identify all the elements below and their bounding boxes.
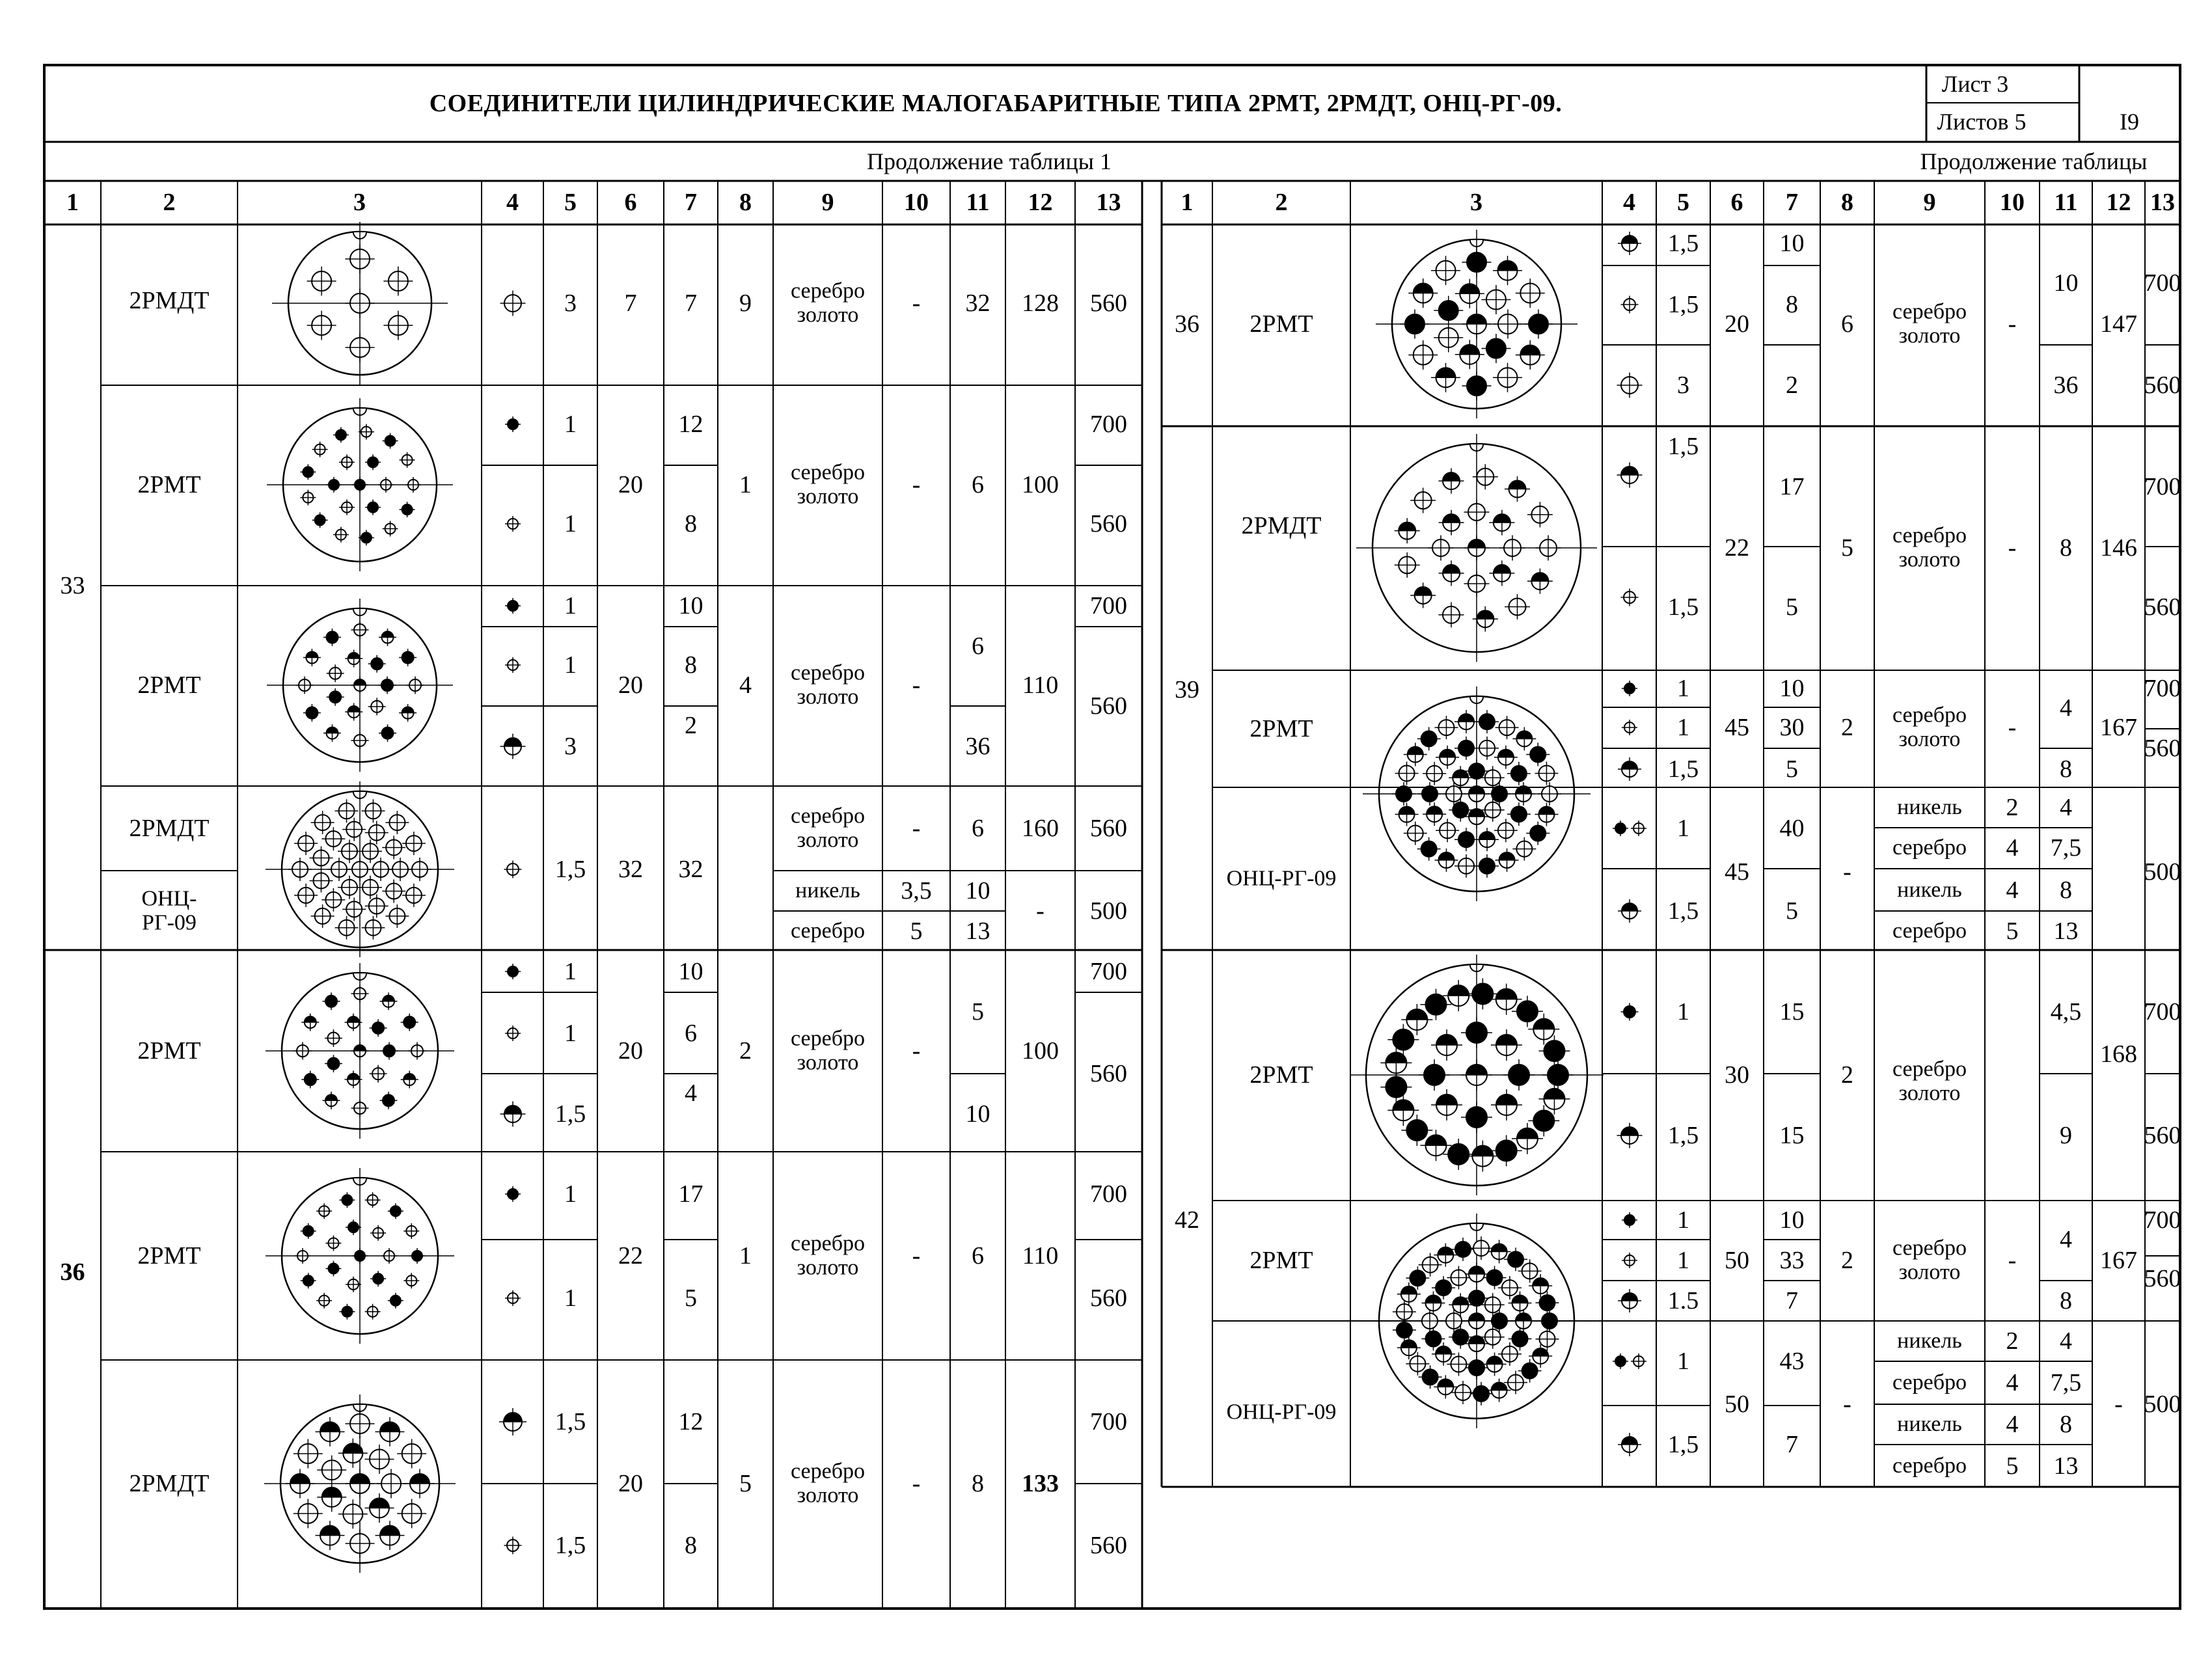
cell-r98: ОНЦ-РГ-09 xyxy=(1226,1400,1337,1424)
cell-r103: 7 xyxy=(1786,1431,1798,1458)
cell-r78: 168 xyxy=(2100,1040,2137,1068)
cell-l97: - xyxy=(912,1470,921,1497)
pin-symbol-l3b xyxy=(502,655,523,675)
cell-r85: 1.5 xyxy=(1667,1287,1699,1314)
cell-r76: 4,5 xyxy=(2050,998,2082,1026)
cell-r26: - xyxy=(2008,534,2017,562)
pin-symbol-l1 xyxy=(496,286,530,320)
cell-l41: 2РМДТ xyxy=(129,815,210,842)
cell-r88: 33 xyxy=(1779,1247,1805,1274)
cell-r71: 30 xyxy=(1725,1061,1749,1089)
column-header-left-10: 10 xyxy=(904,189,929,216)
cell-l55: 5 xyxy=(910,917,923,945)
cell-r74: 2 xyxy=(1841,1061,1853,1089)
connector-face-2rmt-20c xyxy=(262,953,457,1148)
cell-r105: никель xyxy=(1897,1329,1962,1353)
cell-l47: - xyxy=(912,815,921,842)
cell-l66: 4 xyxy=(685,1080,697,1107)
cell-r75: серебро золото xyxy=(1892,1057,1967,1106)
cell-l86: 110 xyxy=(1022,1242,1059,1270)
cell-l52: 3,5 xyxy=(901,877,932,904)
cell-r97: 560 xyxy=(2144,1265,2181,1292)
cell-l46: серебро золото xyxy=(791,804,865,852)
pin-symbol-l4 xyxy=(501,858,525,881)
cell-r12: - xyxy=(2008,310,2017,338)
cell-r36: 45 xyxy=(1725,714,1749,741)
cell-r18: 2РМДТ xyxy=(1241,512,1322,539)
pin-symbol-r2a xyxy=(1613,458,1646,492)
cell-l101: 560 xyxy=(1090,1532,1127,1559)
cell-r14: 36 xyxy=(2053,372,2079,399)
cell-r27: 8 xyxy=(2060,534,2072,562)
column-header-right-12: 12 xyxy=(2106,189,2131,216)
cell-r37: 10 xyxy=(1779,675,1805,702)
cell-r47: 560 xyxy=(2144,735,2181,762)
cell-l37: 36 xyxy=(965,733,990,760)
cell-r33: 1 xyxy=(1677,675,1689,702)
cell-l95: 5 xyxy=(739,1470,752,1497)
cell-r114: серебро xyxy=(1892,1454,1967,1478)
cell-r15: 147 xyxy=(2100,310,2137,338)
cell-r87: 10 xyxy=(1779,1206,1805,1234)
cell-r82: 2РМТ xyxy=(1249,1247,1313,1274)
cell-l96: серебро золото xyxy=(791,1459,865,1508)
cell-r81: 42 xyxy=(1175,1206,1199,1234)
cell-r39: 5 xyxy=(1786,755,1798,783)
cell-l17: 1 xyxy=(739,471,752,498)
cell-l48: 6 xyxy=(972,815,984,842)
cell-r102: 43 xyxy=(1779,1348,1805,1375)
column-header-right-9: 9 xyxy=(1923,189,1936,216)
cell-l1: 2РМДТ xyxy=(129,287,210,314)
pin-symbol-l7a xyxy=(495,1404,531,1440)
cell-r113: 8 xyxy=(2060,1411,2072,1438)
cell-r115: 5 xyxy=(2006,1452,2019,1480)
cell-l36: 6 xyxy=(972,632,984,660)
cell-l53: 10 xyxy=(965,877,990,904)
cell-r63: 8 xyxy=(2060,876,2072,904)
cell-l67: 2 xyxy=(739,1037,752,1065)
column-header-left-3: 3 xyxy=(353,189,366,216)
cell-l44: 32 xyxy=(618,856,643,883)
cell-l82: 1 xyxy=(739,1242,752,1270)
cell-l76: 2РМТ xyxy=(137,1242,201,1270)
connector-face-2rmt-22 xyxy=(262,1158,457,1353)
cell-l7: - xyxy=(912,290,921,317)
cell-r46: 700 xyxy=(2144,675,2181,702)
cell-l93: 12 xyxy=(678,1408,703,1435)
cell-l56: 13 xyxy=(965,917,990,945)
connector-face-2rmdt-22 xyxy=(1353,424,1600,672)
cell-r95: 167 xyxy=(2100,1247,2137,1274)
pin-symbol-l3a xyxy=(502,595,523,616)
cell-l57: - xyxy=(1036,897,1045,925)
cell-l61: 1 xyxy=(564,1020,577,1047)
column-header-right-7: 7 xyxy=(1786,189,1798,216)
cell-l69: - xyxy=(912,1037,921,1065)
continuation-left: Продолжение таблицы 1 xyxy=(867,148,1112,174)
cell-r80: 560 xyxy=(2144,1122,2181,1149)
cell-r50: 1,5 xyxy=(1667,897,1699,925)
cell-l13: 1 xyxy=(564,510,577,537)
cell-r67: 500 xyxy=(2144,858,2181,886)
column-header-right-3: 3 xyxy=(1470,189,1482,216)
pin-symbol-l5c xyxy=(496,1097,530,1131)
cell-r53: 5 xyxy=(1786,897,1798,925)
cell-l70: 5 xyxy=(972,998,984,1026)
pin-symbol-r4b xyxy=(1628,818,1649,839)
cell-l73: 700 xyxy=(1090,958,1127,985)
cell-l22: 700 xyxy=(1090,411,1127,438)
cell-l58: 500 xyxy=(1090,897,1127,925)
column-header-right-10: 10 xyxy=(2000,189,2025,216)
cell-r41: серебро золото xyxy=(1892,703,1967,752)
connector-face-2rmdt-32 xyxy=(262,772,457,967)
pin-symbol-l6a xyxy=(502,1184,523,1204)
pin-symbol-r6c xyxy=(1614,1285,1645,1316)
connector-face-2rmt-20b xyxy=(264,589,456,781)
pin-symbol-l7b xyxy=(501,1534,525,1557)
pin-symbol-r5a xyxy=(1618,1000,1641,1024)
cell-l84: - xyxy=(912,1242,921,1270)
cell-r106: 2 xyxy=(2006,1327,2019,1355)
column-header-right-1: 1 xyxy=(1181,189,1194,216)
cell-l99: 133 xyxy=(1022,1470,1059,1497)
cell-l92: 20 xyxy=(618,1470,643,1497)
connector-face-2rmt-45 xyxy=(1359,677,1594,911)
cell-r91: серебро золото xyxy=(1892,1236,1967,1284)
column-header-left-11: 11 xyxy=(966,189,990,216)
cell-l15: 12 xyxy=(678,411,703,438)
cell-r9: 2 xyxy=(1786,372,1798,399)
connector-face-2rmdt-7 xyxy=(269,212,451,394)
cell-l51: никель xyxy=(795,878,860,903)
cell-l21: 100 xyxy=(1022,471,1059,498)
column-header-right-8: 8 xyxy=(1841,189,1853,216)
cell-r93: 4 xyxy=(2060,1226,2072,1253)
sheet-label: Лист 3 xyxy=(1941,71,2009,97)
cell-l33: 4 xyxy=(739,672,752,699)
pin-symbol-r7b xyxy=(1628,1351,1649,1372)
cell-r21: 22 xyxy=(1725,534,1749,562)
cell-r56: 2 xyxy=(2006,794,2019,821)
cell-r101: 50 xyxy=(1725,1391,1749,1418)
cell-l77: 1 xyxy=(564,1180,577,1208)
cell-l98: 8 xyxy=(972,1470,984,1497)
cell-r31: 39 xyxy=(1175,676,1199,703)
pin-symbol-r5b xyxy=(1613,1119,1646,1152)
cell-r54: - xyxy=(1843,858,1851,886)
cell-r29: 700 xyxy=(2144,473,2181,500)
cell-l24: 33 xyxy=(60,572,85,599)
cell-l11: 2РМТ xyxy=(137,471,201,498)
cell-r69: 1 xyxy=(1677,998,1689,1026)
column-header-left-7: 7 xyxy=(685,189,697,216)
column-header-left-5: 5 xyxy=(564,189,577,216)
cell-l83: серебро золото xyxy=(791,1231,865,1280)
cell-l30: 10 xyxy=(678,592,703,619)
cell-l16: 8 xyxy=(685,510,697,537)
cell-r13: 10 xyxy=(2053,269,2079,297)
cell-r90: 2 xyxy=(1841,1247,1853,1274)
cell-r65: 5 xyxy=(2006,917,2019,945)
cell-r64: серебро xyxy=(1892,919,1967,943)
cell-r84: 1 xyxy=(1677,1247,1689,1274)
cell-r10: 6 xyxy=(1841,310,1853,338)
cell-r51: 45 xyxy=(1725,858,1749,886)
cell-r61: никель xyxy=(1897,878,1962,902)
column-header-left-6: 6 xyxy=(624,189,637,216)
cell-l49: 160 xyxy=(1022,815,1059,842)
column-header-left-13: 13 xyxy=(1096,189,1121,216)
column-header-left-12: 12 xyxy=(1028,189,1053,216)
cell-r30: 560 xyxy=(2144,593,2181,621)
cell-l28: 3 xyxy=(564,733,577,760)
cell-r16: 700 xyxy=(2144,269,2181,297)
pin-symbol-r2b xyxy=(1618,586,1641,609)
cell-l81: 5 xyxy=(685,1284,697,1312)
cell-r94: 8 xyxy=(2060,1287,2072,1314)
page-number: I9 xyxy=(2120,109,2139,135)
cell-r20: 1,5 xyxy=(1667,593,1699,621)
cell-r45: 167 xyxy=(2100,714,2137,741)
pin-symbol-r4c xyxy=(1614,895,1645,927)
cell-l27: 1 xyxy=(564,651,577,679)
pin-symbol-r6b xyxy=(1619,1250,1640,1271)
cell-l14: 20 xyxy=(618,471,643,498)
cell-r38: 30 xyxy=(1779,714,1805,741)
connector-face-2rmt-20a xyxy=(264,388,456,581)
cell-l43: 1,5 xyxy=(554,856,586,883)
cell-l40: 560 xyxy=(1090,692,1127,720)
pin-symbol-r6a xyxy=(1619,1210,1640,1230)
cell-l88: 560 xyxy=(1090,1284,1127,1312)
cell-r5: 3 xyxy=(1677,372,1689,399)
cell-r8: 8 xyxy=(1786,291,1798,318)
cell-r44: 8 xyxy=(2060,755,2072,783)
cell-r68: 2РМТ xyxy=(1249,1061,1313,1089)
continuation-right: Продолжение таблицы xyxy=(1920,148,2148,174)
cell-r34: 1 xyxy=(1677,714,1689,741)
cell-l80: 17 xyxy=(678,1180,703,1208)
pin-symbol-l2a xyxy=(502,414,523,435)
column-header-right-4: 4 xyxy=(1623,189,1635,216)
cell-l25: 2РМТ xyxy=(137,672,201,699)
cell-l59: 2РМТ xyxy=(137,1037,201,1065)
cell-r11: серебро золото xyxy=(1892,299,1967,348)
cell-r70: 1,5 xyxy=(1667,1122,1699,1149)
cell-l31: 8 xyxy=(685,651,697,679)
cell-r42: - xyxy=(2008,714,2017,741)
cell-r22: 17 xyxy=(1779,473,1805,500)
cell-r57: 4 xyxy=(2060,794,2072,821)
cell-r19: 1,5 xyxy=(1667,433,1699,460)
cell-l45: 32 xyxy=(678,856,703,883)
pin-symbol-r3c xyxy=(1614,754,1645,785)
cell-l18: серебро золото xyxy=(791,460,865,509)
column-header-right-2: 2 xyxy=(1275,189,1288,216)
cell-r25: серебро золото xyxy=(1892,523,1967,572)
cell-r89: 7 xyxy=(1786,1287,1798,1314)
cell-r117: - xyxy=(2114,1391,2123,1418)
cell-r72: 15 xyxy=(1779,998,1805,1026)
cell-r111: никель xyxy=(1897,1412,1962,1436)
cell-l87: 700 xyxy=(1090,1180,1127,1208)
cell-l78: 1 xyxy=(564,1284,577,1312)
cell-l19: - xyxy=(912,471,921,498)
cell-r7: 10 xyxy=(1779,230,1805,257)
cell-l39: 700 xyxy=(1090,592,1127,619)
column-header-left-8: 8 xyxy=(739,189,752,216)
column-header-right-5: 5 xyxy=(1677,189,1689,216)
column-header-left-1: 1 xyxy=(66,189,79,216)
cell-r59: 4 xyxy=(2006,834,2019,862)
document-title: СОЕДИНИТЕЛИ ЦИЛИНДРИЧЕСКИЕ МАЛОГАБАРИТНЫЕ ТИПА 2РМТ, 2РМДТ, ОНЦ-РГ-09. xyxy=(429,90,1563,117)
cell-l85: 6 xyxy=(972,1242,984,1270)
cell-r107: 4 xyxy=(2060,1327,2072,1355)
cell-r40: 2 xyxy=(1841,714,1853,741)
cell-l3: 7 xyxy=(624,290,637,317)
cell-r35: 1,5 xyxy=(1667,755,1699,783)
cell-l60: 1 xyxy=(564,958,577,985)
connector-face-2rmt-30 xyxy=(1346,945,1607,1205)
connector-face-2rmt-50 xyxy=(1359,1204,1594,1438)
cell-l89: 2РМДТ xyxy=(129,1470,210,1497)
cell-r79: 700 xyxy=(2144,998,2181,1026)
cell-l35: - xyxy=(912,672,921,699)
cell-r6: 20 xyxy=(1725,310,1749,338)
column-header-right-6: 6 xyxy=(1730,189,1743,216)
cell-r83: 1 xyxy=(1677,1206,1689,1234)
connector-face-2rmdt-20 xyxy=(261,1385,459,1583)
pin-symbol-l6b xyxy=(502,1288,523,1309)
cell-l9: 128 xyxy=(1022,290,1059,317)
cell-l4: 7 xyxy=(685,290,697,317)
cell-r112: 4 xyxy=(2006,1411,2019,1438)
cell-r96: 700 xyxy=(2144,1206,2181,1234)
cell-l75: 36 xyxy=(60,1258,85,1286)
cell-l74: 560 xyxy=(1090,1060,1127,1087)
cell-l23: 560 xyxy=(1090,510,1127,537)
cell-l26: 1 xyxy=(564,592,577,619)
column-header-left-9: 9 xyxy=(821,189,834,216)
cell-r100: 1,5 xyxy=(1667,1431,1699,1458)
cell-l20: 6 xyxy=(972,471,984,498)
column-header-right-11: 11 xyxy=(2054,189,2078,216)
cell-r17: 560 xyxy=(2144,372,2181,399)
column-header-right-13: 13 xyxy=(2150,189,2175,216)
pin-symbol-r1a xyxy=(1614,228,1645,259)
cell-l54: серебро xyxy=(791,919,865,943)
cell-l65: 6 xyxy=(685,1020,697,1047)
cell-r4: 1,5 xyxy=(1667,291,1699,318)
pin-symbol-l5a xyxy=(502,961,523,982)
pin-symbol-r7c xyxy=(1614,1429,1645,1460)
cell-r118: 500 xyxy=(2144,1391,2181,1418)
cell-r52: 40 xyxy=(1779,815,1805,842)
column-header-left-4: 4 xyxy=(506,189,519,216)
cell-l5: 9 xyxy=(739,290,752,317)
cell-r104: - xyxy=(1843,1391,1851,1418)
cell-l91: 1,5 xyxy=(554,1532,586,1559)
cell-l34: серебро золото xyxy=(791,660,865,709)
pin-symbol-r1b xyxy=(1618,293,1641,316)
pin-symbol-l3c xyxy=(496,729,530,763)
cell-r23: 5 xyxy=(1786,593,1798,621)
cell-l90: 1,5 xyxy=(554,1408,586,1435)
cell-r58: серебро xyxy=(1892,836,1967,860)
cell-r24: 5 xyxy=(1841,534,1853,562)
cell-r77: 9 xyxy=(2060,1122,2072,1149)
cell-l63: 20 xyxy=(618,1037,643,1065)
cell-l71: 10 xyxy=(965,1100,990,1128)
pin-symbol-r3b xyxy=(1619,717,1640,738)
cell-l72: 100 xyxy=(1022,1037,1059,1065)
cell-l12: 1 xyxy=(564,411,577,438)
sheets-total-label: Листов 5 xyxy=(1937,109,2027,135)
pin-symbol-r3a xyxy=(1619,678,1640,699)
cell-l29: 20 xyxy=(618,672,643,699)
connector-face-2rmt-36-20 xyxy=(1372,220,1581,428)
cell-r1: 36 xyxy=(1175,310,1199,338)
cell-l6: серебро золото xyxy=(791,278,865,327)
cell-r28: 146 xyxy=(2100,534,2137,562)
cell-r55: никель xyxy=(1897,795,1962,819)
cell-l38: 110 xyxy=(1022,672,1059,699)
column-header-left-2: 2 xyxy=(163,189,176,216)
cell-r116: 13 xyxy=(2053,1452,2079,1480)
cell-r62: 4 xyxy=(2006,876,2019,904)
cell-r60: 7,5 xyxy=(2050,834,2082,862)
cell-r43: 4 xyxy=(2060,694,2072,722)
cell-l42: ОНЦ-РГ-09 xyxy=(141,886,197,935)
cell-l50: 560 xyxy=(1090,815,1127,842)
pin-symbol-r1c xyxy=(1613,368,1646,402)
cell-l79: 22 xyxy=(618,1242,643,1270)
cell-l8: 32 xyxy=(965,290,990,317)
cell-l68: серебро золото xyxy=(791,1026,865,1075)
cell-r48: ОНЦ-РГ-09 xyxy=(1226,866,1337,891)
cell-l10: 560 xyxy=(1090,290,1127,317)
cell-l100: 700 xyxy=(1090,1408,1127,1435)
cell-r3: 1,5 xyxy=(1667,230,1699,257)
cell-r109: 4 xyxy=(2006,1369,2019,1396)
cell-r108: серебро xyxy=(1892,1370,1967,1394)
cell-r2: 2РМТ xyxy=(1249,310,1313,338)
cell-r32: 2РМТ xyxy=(1249,715,1313,742)
cell-r92: - xyxy=(2008,1247,2017,1274)
cell-l64: 10 xyxy=(678,958,703,985)
cell-r66: 13 xyxy=(2053,917,2079,945)
pin-symbol-l2b xyxy=(502,513,523,534)
cell-l32: 2 xyxy=(685,712,697,739)
pin-symbol-l5b xyxy=(502,1023,523,1044)
cell-l2: 3 xyxy=(564,290,577,317)
cell-r110: 7,5 xyxy=(2050,1369,2082,1396)
cell-r86: 50 xyxy=(1725,1247,1749,1274)
cell-r99: 1 xyxy=(1677,1348,1689,1375)
cell-l94: 8 xyxy=(685,1532,697,1559)
cell-r73: 15 xyxy=(1779,1122,1805,1149)
cell-r49: 1 xyxy=(1677,815,1689,842)
cell-l62: 1,5 xyxy=(554,1100,586,1128)
